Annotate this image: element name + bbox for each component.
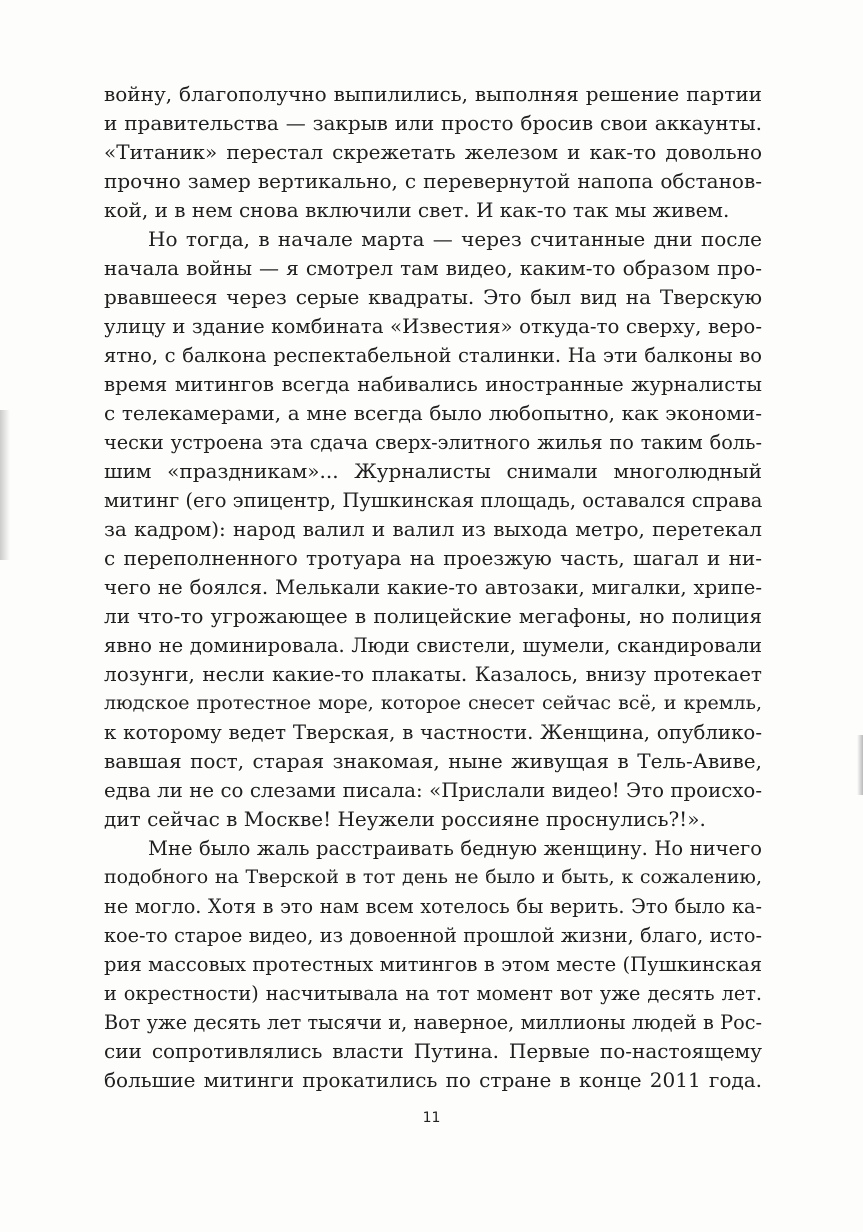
scan-edge-shadow-right [857, 735, 863, 795]
text-line: подобного на Тверской в тот день не было и быть, к сожалению, [104, 866, 762, 888]
text-line: к которому ведет Тверская, в частности. Женщина, опублико- [104, 721, 762, 744]
text-line: и окрестности) насчитывала на тот момент вот уже десять лет. [104, 982, 762, 1005]
text-line: чего не боялся. Мелькали какие-то автозаки, мигалки, хрипе- [104, 576, 762, 599]
text-line: Мне было жаль расстраивать бедную женщину. Но ничего [148, 837, 762, 860]
text-line: кой, и в нем снова включили свет. И как-то так мы живем. [104, 198, 730, 222]
text-line: рвавшееся через серые квадраты. Это был вид на Тверскую [104, 285, 762, 309]
text-line: лозунги, несли какие-то плакаты. Казалось, внизу протекает [104, 662, 762, 686]
text-line: кое-то старое видео, из довоенной прошлой жизни, благо, исто- [104, 924, 762, 947]
text-line: рия массовых протестных митингов в этом месте (Пушкинская [104, 953, 762, 976]
text-line: с телекамерами, а мне всегда было любопытно, как экономи- [104, 401, 762, 425]
text-line: Но тогда, в начале марта — через считанные дни после [148, 227, 762, 251]
text-line: ли что-то угрожающее в полицейские мегафоны, но полиция [104, 604, 762, 628]
body-text [104, 80, 762, 1095]
text-line: большие митинги прокатились по стране в конце 2011 года. [104, 1068, 762, 1092]
page-number: 11 [422, 1110, 441, 1126]
text-line: шим «праздникам»... Журналисты снимали многолюдный [104, 459, 762, 483]
text-line: прочно замер вертикально, с перевернутой напопа обстанов- [104, 169, 762, 193]
text-line: «Титаник» перестал скрежетать железом и как-то довольно [104, 140, 762, 164]
text-line: не могло. Хотя в это нам всем хотелось бы верить. Это было ка- [104, 895, 762, 918]
text-line: время митингов всегда набивались иностранные журналисты [104, 373, 762, 396]
text-line: дит сейчас в Москве! Неужели россияне проснулись?!». [104, 807, 706, 831]
text-line: людское протестное море, которое снесет сейчас всё, и кремль, [104, 692, 762, 714]
text-line: сии сопротивлялись власти Путина. Первые по-настоящему [104, 1039, 762, 1063]
text-line: явно не доминировала. Люди свистели, шумели, скандировали [104, 634, 762, 657]
text-line: войну, благополучно выпилились, выполняя решение партии [104, 82, 762, 106]
text-line: с переполненного тротуара на проезжую часть, шагал и ни- [104, 546, 762, 570]
text-line: улицу и здание комбината «Известия» откуда-то сверху, веро- [104, 315, 762, 338]
text-line: за кадром): народ валил и валил из выхода метро, перетекал [104, 517, 762, 541]
text-line: ятно, с балкона респектабельной сталинки. На эти балконы во [104, 344, 762, 367]
text-line: вавшая пост, старая знакомая, ныне живущая в Тель-Авиве, [104, 749, 762, 773]
text-line: едва ли не со слезами писала: «Прислали видео! Это происхо- [104, 779, 762, 802]
paragraph-3 [104, 834, 762, 1095]
text-line: чески устроена эта сдача сверх-элитного жилья по таким боль- [104, 431, 762, 454]
text-line: Вот уже десять лет тысячи и, наверное, миллионы людей в Рос- [104, 1011, 762, 1034]
text-line: и правительства — закрыв или просто бросив свои аккаунты. [104, 111, 762, 135]
paragraph-2 [104, 225, 762, 834]
text-line: митинг (его эпицентр, Пушкинская площадь, оставался справа [104, 489, 763, 512]
paragraph-1 [104, 80, 762, 225]
scan-edge-shadow-left [0, 410, 10, 560]
text-line: начала войны — я смотрел там видео, каким-то образом про- [104, 256, 762, 280]
